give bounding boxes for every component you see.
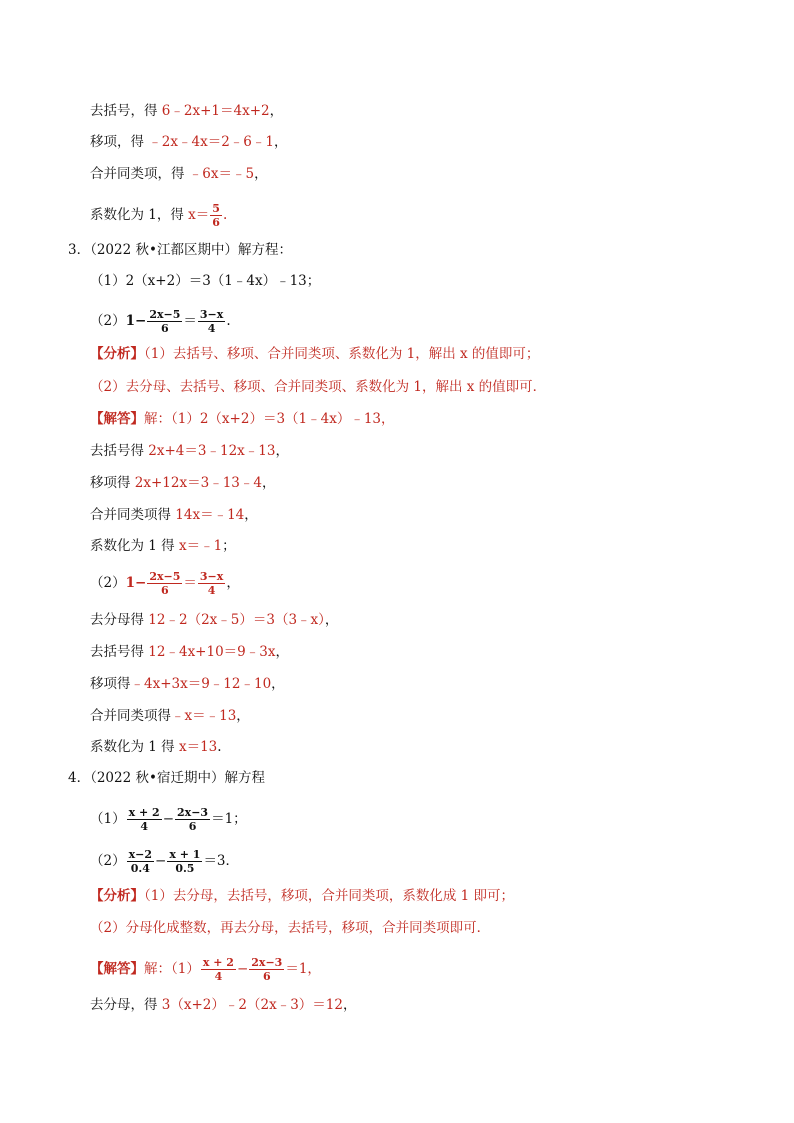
solution-step-line xyxy=(90,202,227,229)
equation-term: 1− xyxy=(125,313,147,329)
analysis-line xyxy=(90,377,546,397)
solution-step-line xyxy=(90,473,275,493)
step-equation: ﹣x＝﹣13 xyxy=(171,708,237,724)
solution-step-line xyxy=(90,164,268,184)
minus-sign: − xyxy=(162,811,174,827)
step-label: 去括号得 xyxy=(90,644,149,660)
punctuation: ， xyxy=(261,475,276,491)
fraction xyxy=(201,956,236,983)
analysis-text: （2）去分母、去括号、移项、合并同类项、系数化为 1，解出 x 的值即可． xyxy=(90,379,547,395)
punctuation: ， xyxy=(273,134,288,150)
numerator: x + 2 xyxy=(128,806,160,819)
solution-step-line xyxy=(90,132,287,152)
step-equation: 6﹣2x+1＝4x+2 xyxy=(161,103,270,119)
question-text: （1）2（x+2）＝3（1﹣4x）﹣13； xyxy=(90,273,321,289)
analysis-line xyxy=(90,886,514,906)
numerator: 3−x xyxy=(199,570,224,583)
analysis-line xyxy=(90,344,539,364)
step-label: 去括号得 xyxy=(90,443,149,459)
step-equation: 3（x+2）﹣2（2x﹣3）＝12 xyxy=(161,997,343,1013)
solution-step-line xyxy=(90,536,236,556)
denominator: 6 xyxy=(262,970,271,983)
denominator: 4 xyxy=(214,970,223,983)
step-label: 去括号，得 xyxy=(90,103,162,119)
question-item xyxy=(90,806,247,833)
solution-step-line xyxy=(90,505,258,525)
equation-term: 1− xyxy=(125,575,147,591)
numerator: 2x−3 xyxy=(177,806,209,819)
fraction xyxy=(127,806,162,833)
fraction xyxy=(175,806,210,833)
question-item xyxy=(90,848,239,875)
equation-rhs: ＝1； xyxy=(211,811,247,827)
step-equation: ﹣2x﹣4x＝2﹣6﹣1 xyxy=(148,134,274,150)
answer-text: 解：（1）2（x+2）＝3（1﹣4x）﹣13， xyxy=(144,411,395,427)
step-equation: 2x+4＝3﹣12x﹣13 xyxy=(148,443,276,459)
punctuation: ， xyxy=(324,612,339,628)
denominator: 4 xyxy=(207,322,216,335)
fraction xyxy=(147,308,182,335)
punctuation: ， xyxy=(236,708,250,724)
solution-step-line xyxy=(90,737,222,757)
numerator: 2x−5 xyxy=(149,570,181,583)
step-equation: 14x＝﹣14 xyxy=(175,507,245,523)
fraction xyxy=(147,570,182,597)
fraction xyxy=(167,848,202,875)
fraction xyxy=(210,202,222,229)
fraction xyxy=(249,956,284,983)
equals-sign: ＝ xyxy=(183,313,197,329)
question-title xyxy=(68,240,292,260)
answer-line xyxy=(90,409,395,429)
step-equation: x＝ xyxy=(188,207,210,223)
denominator: 0.4 xyxy=(130,862,150,875)
numerator: 2x−5 xyxy=(149,308,181,321)
question-title xyxy=(68,768,265,788)
step-label: 系数化为 1 得 xyxy=(90,538,179,554)
punctuation: ， xyxy=(254,166,268,182)
punctuation: . xyxy=(222,207,228,223)
solution-step-line xyxy=(90,570,240,597)
denominator: 6 xyxy=(161,584,169,597)
numerator: x + 2 xyxy=(202,956,234,969)
step-label: 系数化为 1，得 xyxy=(90,207,189,223)
analysis-line xyxy=(90,918,490,938)
numerator: x−2 xyxy=(128,848,153,861)
step-label: 移项得 xyxy=(90,475,135,491)
answer-tag: 【解答】 xyxy=(90,961,144,977)
solution-step-line xyxy=(90,441,289,461)
step-equation: x＝﹣1 xyxy=(178,538,223,554)
step-equation: x＝13 xyxy=(178,739,218,755)
solution-step-line xyxy=(90,674,285,694)
punctuation: ， xyxy=(244,507,258,523)
step-equation: ﹣4x+3x＝9﹣12﹣10 xyxy=(130,676,272,692)
punctuation: ， xyxy=(271,676,285,692)
step-label: 合并同类项得 xyxy=(90,708,171,724)
denominator: 4 xyxy=(140,820,148,833)
step-equation: 2x+12x＝3﹣13﹣4 xyxy=(134,475,262,491)
minus-sign: − xyxy=(236,961,249,977)
question-text: 4．（2022 秋•宿迁期中）解方程 xyxy=(68,770,265,786)
equation-rhs: ＝1， xyxy=(285,961,321,977)
step-label: 合并同类项，得 xyxy=(90,166,189,182)
step-equation: ﹣6x＝﹣5 xyxy=(188,166,255,182)
punctuation: ， xyxy=(275,443,289,459)
minus-sign: − xyxy=(155,853,167,869)
solution-step-line xyxy=(90,995,356,1015)
step-label: 移项得 xyxy=(90,676,131,692)
question-text: 3．（2022 秋•江都区期中）解方程： xyxy=(68,242,292,258)
punctuation: . xyxy=(226,313,231,329)
item-number: （2） xyxy=(90,853,126,869)
analysis-tag: 【分析】 xyxy=(90,346,144,362)
step-label: 系数化为 1 得 xyxy=(90,739,179,755)
denominator: 6 xyxy=(161,322,169,335)
punctuation: ， xyxy=(342,997,357,1013)
solution-step-line xyxy=(90,706,250,726)
numerator: 3−x xyxy=(199,308,224,321)
punctuation: ， xyxy=(269,103,284,119)
step-equation: 12﹣2（2x﹣5）＝3（3﹣x） xyxy=(148,612,325,628)
solution-step-line xyxy=(90,610,338,630)
analysis-text: （1）去括号、移项、合并同类项、系数化为 1，解出 x 的值即可； xyxy=(144,346,540,362)
numerator: 5 xyxy=(212,202,220,215)
analysis-tag: 【分析】 xyxy=(90,888,144,904)
step-label: 合并同类项得 xyxy=(90,507,176,523)
answer-line xyxy=(90,956,321,983)
step-label: 去分母，得 xyxy=(90,997,162,1013)
step-equation: 12﹣4x+10＝9﹣3x xyxy=(148,644,276,660)
question-item xyxy=(90,271,320,291)
analysis-text: （1）去分母，去括号，移项，合并同类项，系数化成 1 即可； xyxy=(144,888,515,904)
punctuation: . xyxy=(217,739,222,755)
analysis-text: （2）分母化成整数，再去分母，去括号，移项，合并同类项即可． xyxy=(90,920,491,936)
item-number: （1） xyxy=(90,811,126,827)
equals-sign: ＝ xyxy=(183,575,197,591)
item-number: （2） xyxy=(90,575,126,591)
fraction xyxy=(198,308,225,335)
step-label: 去分母得 xyxy=(90,612,149,628)
denominator: 0.5 xyxy=(175,862,195,875)
equation-rhs: ＝3． xyxy=(203,853,240,869)
punctuation: ， xyxy=(275,644,289,660)
fraction xyxy=(127,848,154,875)
punctuation: ， xyxy=(226,575,240,591)
solution-step-line xyxy=(90,101,283,121)
question-item xyxy=(90,308,231,335)
step-label: 移项，得 xyxy=(90,134,149,150)
answer-text: 解：（1） xyxy=(144,961,200,977)
numerator: 2x−3 xyxy=(251,956,283,969)
denominator: 6 xyxy=(188,820,197,833)
denominator: 6 xyxy=(212,216,220,229)
item-number: （2） xyxy=(90,313,126,329)
denominator: 4 xyxy=(207,584,216,597)
answer-tag: 【解答】 xyxy=(90,411,144,427)
numerator: x + 1 xyxy=(169,848,201,861)
solution-step-line xyxy=(90,642,289,662)
fraction xyxy=(198,570,225,597)
punctuation: ； xyxy=(222,538,236,554)
